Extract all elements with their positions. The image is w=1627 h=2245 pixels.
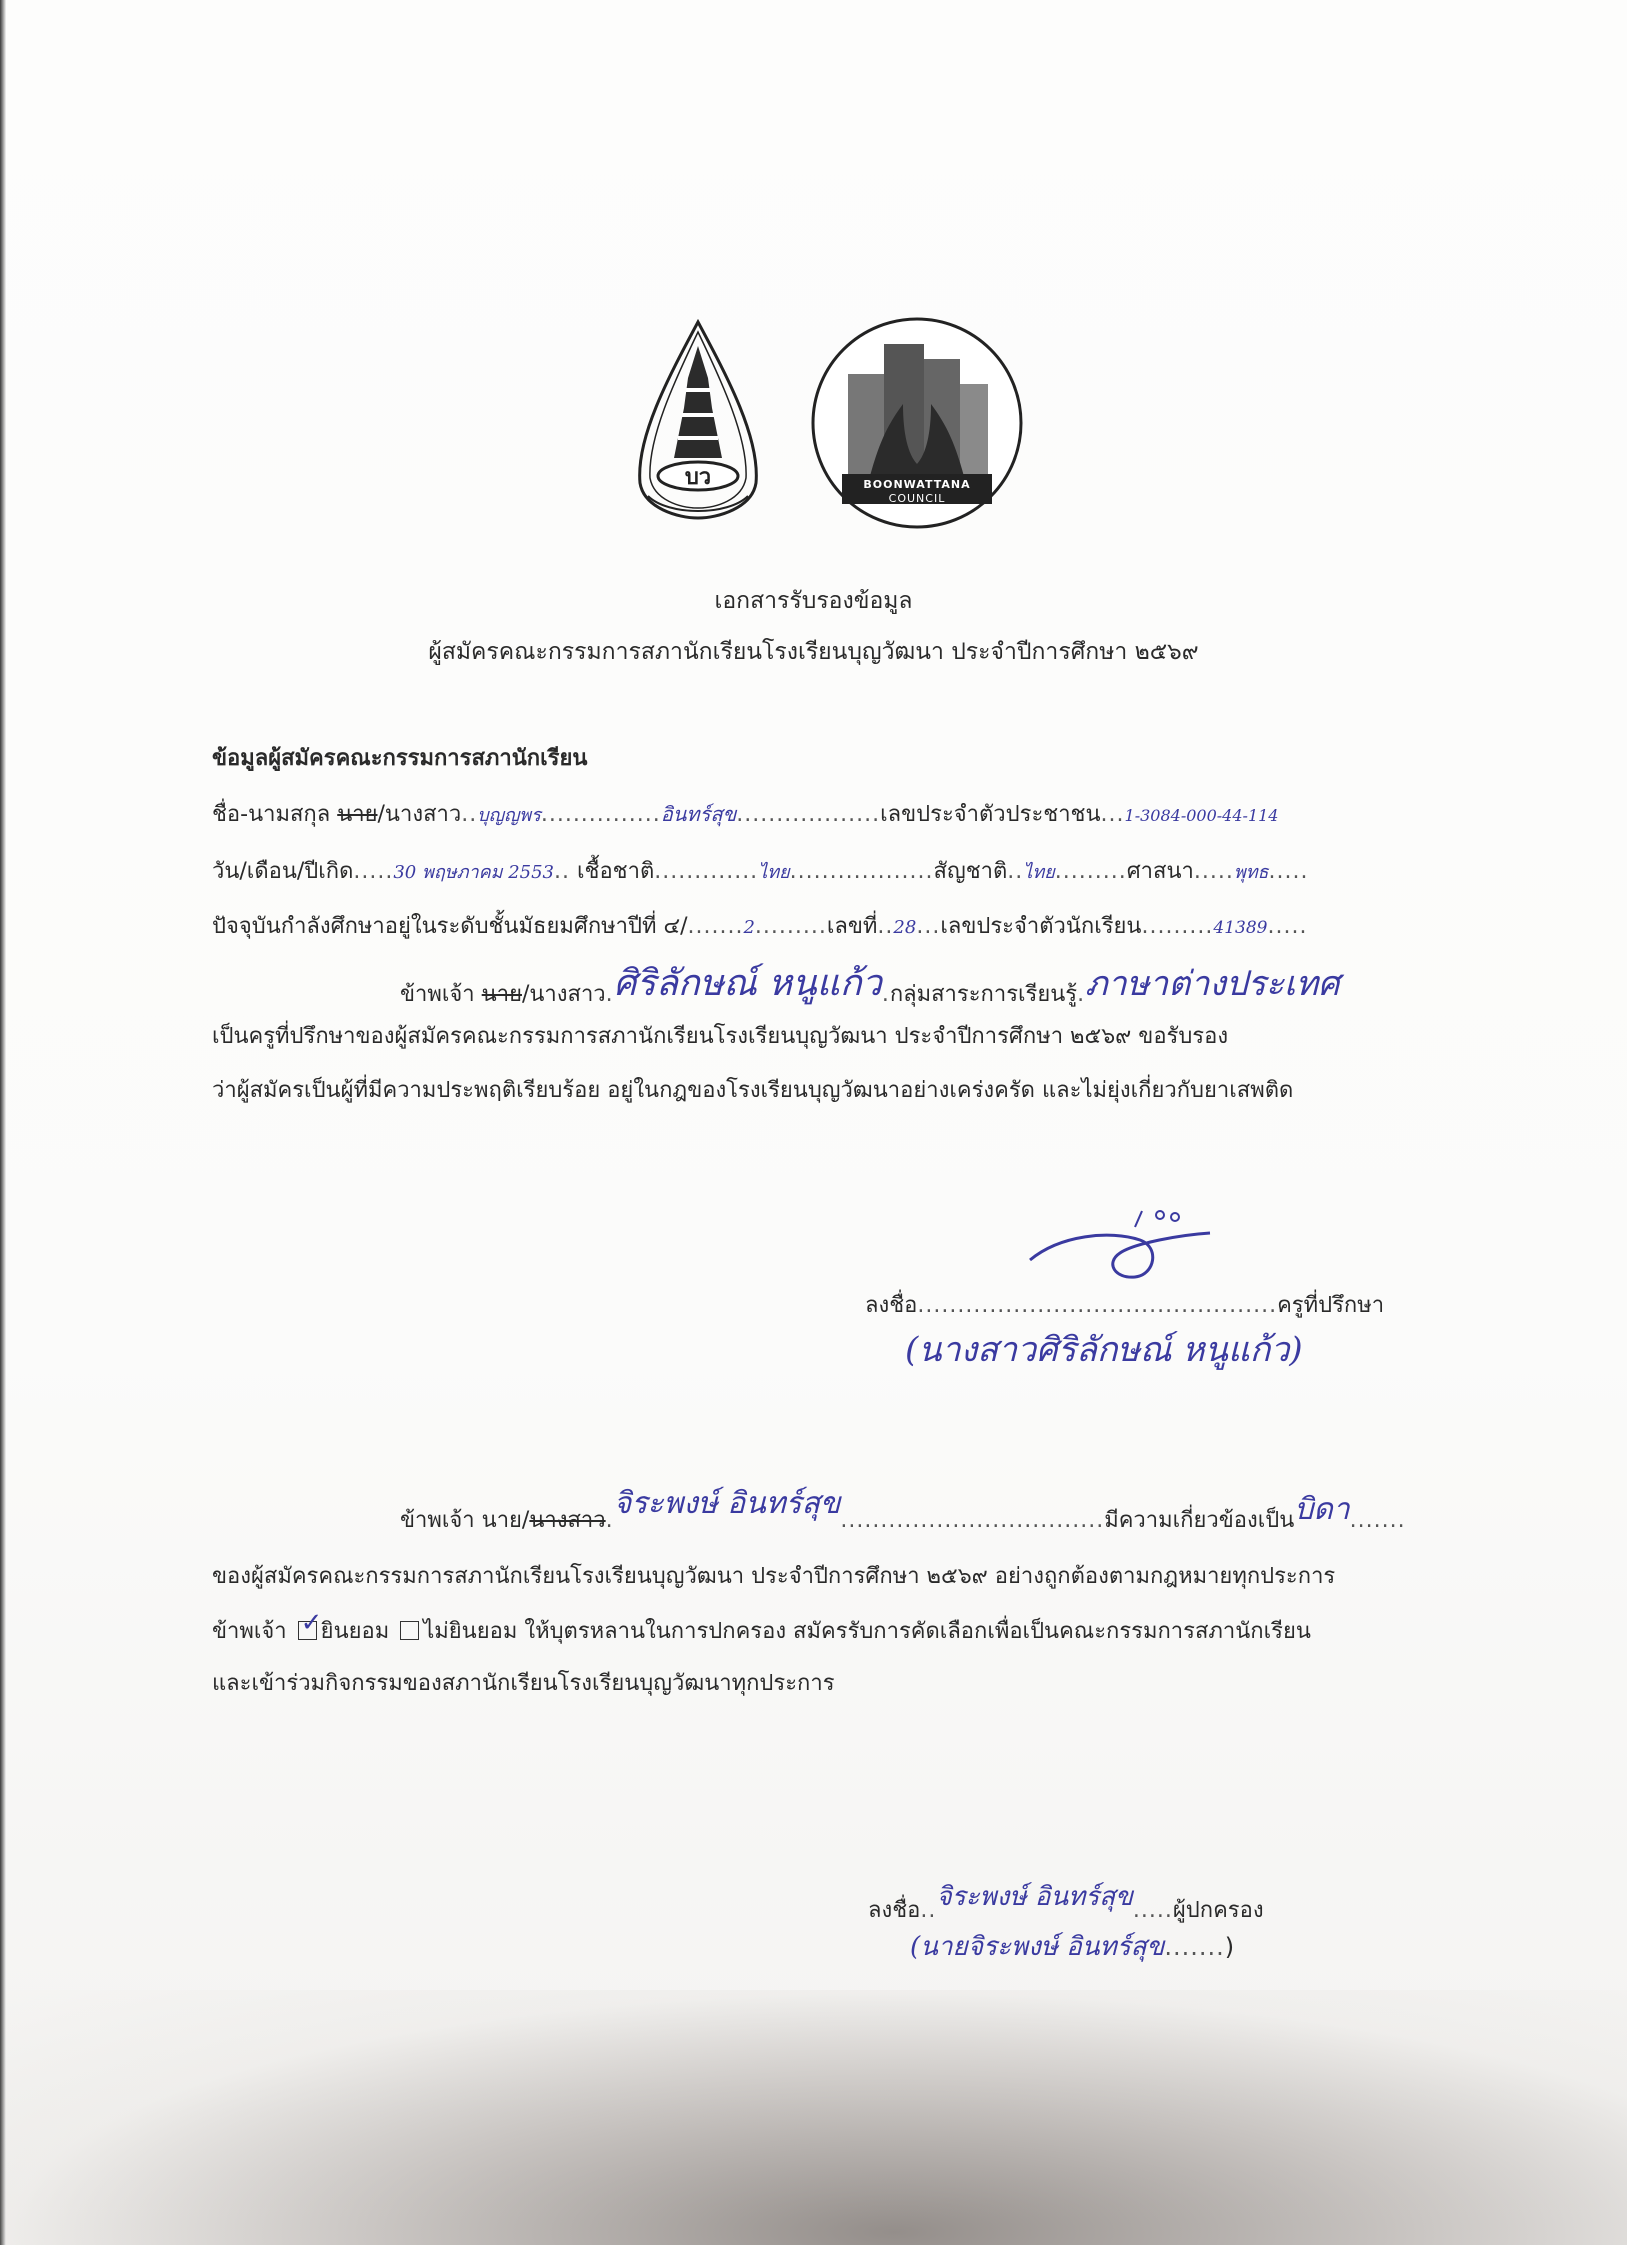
number-label: เลขที่ [826, 914, 878, 939]
dots: ..... [353, 859, 394, 884]
advisor-sign-line [865, 1287, 1384, 1322]
dots: .. [877, 914, 894, 939]
advisor-paragraph-line-2: ว่าผู้สมัครเป็นผู้ที่มีความประพฤติเรียบร้อย อยู่ในกฎของโรงเรียนบุญวัฒนาอย่างเคร่งครัด และไม่ยุ่งเกี่ยวกับยาเสพติด [212, 1078, 1294, 1103]
religion-label: ศาสนา [1126, 859, 1194, 884]
dots: .................. [789, 859, 934, 884]
guardian-paragraph-line-2: ของผู้สมัครคณะกรรมการสภานักเรียนโรงเรียนบุญวัฒนา ประจำปีการศึกษา ๒๕๖๙ อย่างถูกต้องตามกฎหมายทุกประการ [212, 1564, 1336, 1589]
teacher-name: ศิริลักษณ์ หนูแก้ว [613, 963, 882, 1004]
dots: ............................................. [917, 1293, 1278, 1318]
council-logo [808, 314, 1026, 532]
relation-label: มีความเกี่ยวข้องเป็น [1104, 1508, 1295, 1533]
school-emblem-logo [628, 318, 768, 523]
dots: ..... [1268, 859, 1309, 884]
check-mark-icon: ✓ [300, 1608, 323, 1638]
dob-value: 30 พฤษภาคม 2553 [393, 862, 555, 883]
council-logo-text-line2: COUNCIL [888, 492, 946, 505]
guardian-title-struck: นางสาว [529, 1508, 606, 1533]
guardian-printed-name: นายจิระพงษ์ อินทร์สุข [920, 1932, 1165, 1962]
svg-text:บว: บว [684, 465, 712, 490]
photo-shadow [0, 1990, 1627, 2245]
dept-label: กลุ่มสาระการเรียนรู้ [889, 982, 1078, 1007]
dots: .. [920, 1898, 937, 1923]
guardian-sign-label: ลงชื่อ [868, 1898, 921, 1923]
dots: .. [1007, 859, 1024, 884]
document-subtitle: ผู้สมัครคณะกรรมการสภานักเรียนโรงเรียนบุญวัฒนา ประจำปีการศึกษา ๒๕๖๙ [428, 639, 1199, 665]
student-id-label: เลขประจำตัวนักเรียน [940, 914, 1142, 939]
dept-value: ภาษาต่างประเทศ [1085, 964, 1340, 1004]
guardian-i-label: ข้าพเจ้า นาย/ [400, 1508, 530, 1533]
grade-label: ปัจจุบันกำลังศึกษาอยู่ในระดับชั้นมัธยมศึกษาปีที่ ๔/ [212, 914, 688, 939]
consent-text: ให้บุตรหลานในการปกครอง สมัครรับการคัดเลือกเพื่อเป็นคณะกรรมการสภานักเรียน [524, 1619, 1311, 1644]
guardian-consent-row [212, 1608, 1311, 1648]
dots: .. [461, 802, 478, 827]
dots: ............. [654, 859, 759, 884]
guardian-printed-name-row [910, 1926, 1234, 1967]
paren-close: ) [1224, 1933, 1235, 1961]
race-label: เชื้อชาติ [577, 859, 655, 884]
dissent-checkbox[interactable] [400, 1621, 419, 1640]
race-value: ไทย [758, 862, 790, 883]
dots: ... [916, 914, 941, 939]
guardian-intro-row [400, 1486, 1406, 1541]
guardian-role: ผู้ปกครอง [1172, 1898, 1264, 1923]
title-label: /นางสาว [521, 982, 606, 1007]
title-struck: นาย [481, 982, 522, 1007]
guardian-paragraph-line-4: และเข้าร่วมกิจกรรมของสภานักเรียนโรงเรียนบุญวัฒนาทุกประการ [212, 1671, 835, 1696]
applicant-class-row [212, 908, 1307, 943]
dots: ......... [1054, 859, 1127, 884]
advisor-printed-name: (นางสาวศิริลักษณ์ หนูแก้ว) [905, 1330, 1303, 1370]
dots: ................................. [840, 1508, 1105, 1533]
advisor-paragraph-line-1: เป็นครูที่ปรึกษาของผู้สมัครคณะกรรมการสภานักเรียนโรงเรียนบุญวัฒนา ประจำปีการศึกษา ๒๕๖๙ ขอรับรอง [212, 1024, 1229, 1049]
dots: . [605, 1508, 614, 1533]
dots: ....... [1164, 1933, 1225, 1961]
id-value: 1-3084-000-44-114 [1124, 806, 1279, 825]
dots: .. [554, 859, 571, 884]
applicant-first-name: บุญญพร [477, 805, 541, 826]
section-heading: ข้อมูลผู้สมัครคณะกรรมการสภานักเรียน [212, 746, 588, 771]
guardian-name: จิระพงษ์ อินทร์สุข [613, 1486, 841, 1521]
number-value: 28 [893, 917, 917, 938]
consent-i-label: ข้าพเจ้า [212, 1619, 287, 1644]
dots: ......... [754, 914, 827, 939]
dots: . [1077, 982, 1086, 1007]
page-edge [0, 0, 6, 2245]
nationality-label: สัญชาติ [933, 859, 1008, 884]
applicant-name-row [212, 796, 1278, 831]
dots: ....... [687, 914, 744, 939]
consent-label: ยินยอม [320, 1619, 390, 1644]
dots: ..... [1267, 914, 1308, 939]
dob-label: วัน/เดือน/ปีเกิด [212, 859, 354, 884]
advisor-signature-image [1020, 1205, 1220, 1299]
dots: . [881, 982, 890, 1007]
dots: .................. [736, 802, 881, 827]
religion-value: พุทธ [1233, 862, 1269, 883]
document-title: เอกสารรับรองข้อมูล [714, 588, 913, 614]
paren-open: ( [910, 1932, 921, 1962]
dots: ..... [1193, 859, 1234, 884]
dissent-label: ไม่ยินยอม [423, 1619, 518, 1644]
relation-value: บิดา [1294, 1492, 1350, 1527]
dots: ......... [1141, 914, 1214, 939]
applicant-last-name: อินทร์สุข [660, 802, 737, 826]
dots: ....... [1349, 1508, 1406, 1533]
advisor-role: ครูที่ปรึกษา [1277, 1293, 1385, 1318]
name-label: ชื่อ-นามสกุล [212, 802, 331, 827]
student-id-value: 41389 [1213, 918, 1268, 938]
dots: ..... [1132, 1898, 1173, 1923]
dots: ... [1100, 802, 1125, 827]
council-logo-text-line1: BOONWATTANA [863, 478, 971, 491]
nationality-value: ไทย [1023, 862, 1055, 883]
name-label-title: /นางสาว [377, 802, 462, 827]
room-value: 2 [743, 917, 755, 938]
applicant-birth-row [212, 853, 1309, 888]
i-label: ข้าพเจ้า [400, 982, 475, 1007]
dots: . [605, 982, 614, 1007]
guardian-signature: จิระพงษ์ อินทร์สุข [936, 1882, 1133, 1912]
consent-checkbox[interactable] [298, 1608, 323, 1640]
name-label-struck: นาย [337, 802, 378, 827]
dots: ............... [540, 802, 661, 827]
id-label: เลขประจำตัวประชาชน [880, 802, 1101, 827]
guardian-sign-line [868, 1882, 1264, 1929]
sign-label: ลงชื่อ [865, 1293, 918, 1318]
advisor-intro-row [400, 960, 1340, 1017]
